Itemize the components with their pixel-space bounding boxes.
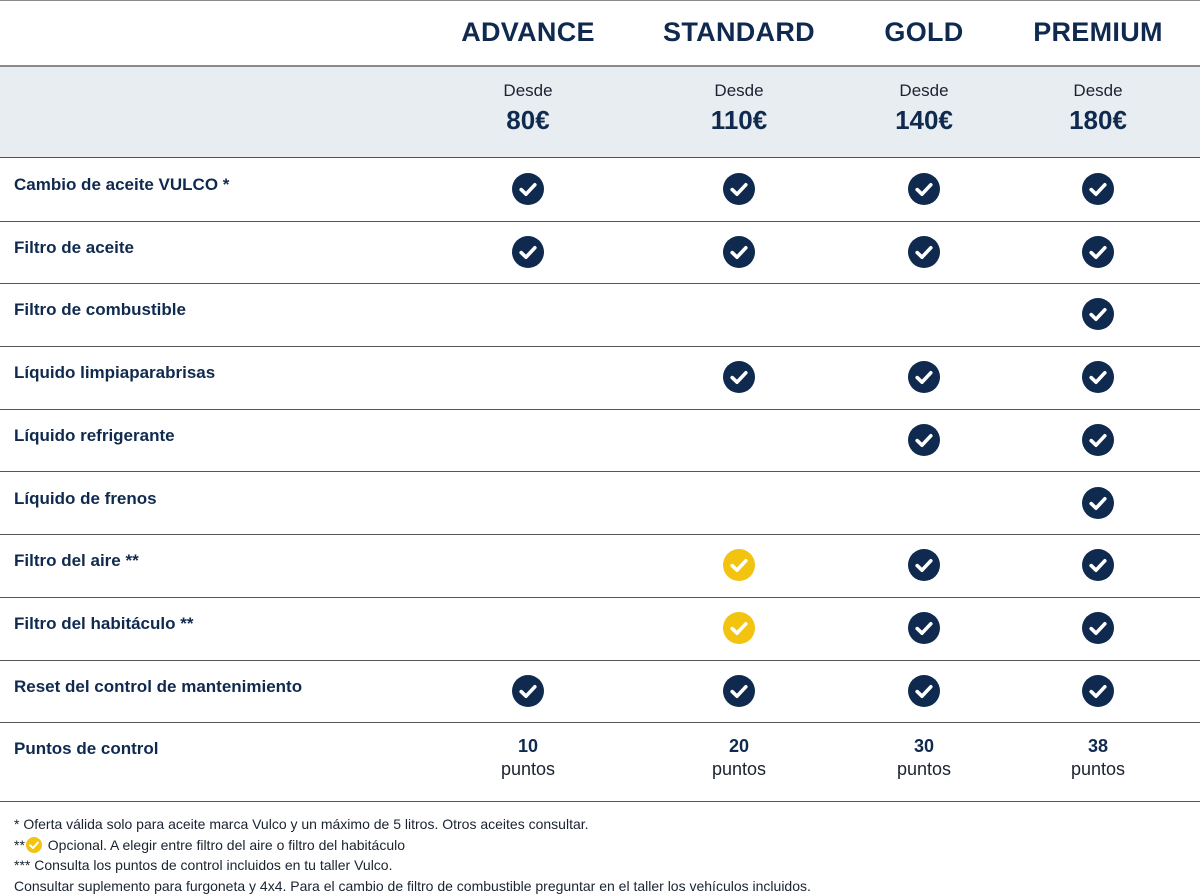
- from-label: Desde: [659, 81, 819, 101]
- points-standard: [679, 736, 799, 780]
- plan-name-advance: ADVANCE: [461, 17, 595, 48]
- points-row: [0, 722, 1200, 802]
- points-gold: [864, 736, 984, 780]
- check-circle-icon: [908, 361, 940, 393]
- price-advance: [448, 81, 608, 136]
- feature-label: Filtro del habitáculo **: [14, 614, 193, 634]
- footnote-3: *** Consulta los puntos de control incluidos en tu taller Vulco.: [14, 855, 811, 876]
- check-circle-icon: [723, 173, 755, 205]
- check-circle-icon: [1082, 487, 1114, 519]
- points-row-label: Puntos de control: [14, 739, 159, 759]
- points-unit: puntos: [1038, 759, 1158, 780]
- feature-row: [0, 410, 1200, 473]
- points-value: 38: [1038, 736, 1158, 757]
- footnote-2-text: Opcional. A elegir entre filtro del aire o filtro del habitáculo: [48, 837, 405, 853]
- footnote-2: [14, 835, 811, 856]
- optional-check-icon: [723, 612, 755, 644]
- feature-label: Filtro de aceite: [14, 238, 134, 258]
- points-unit: puntos: [864, 759, 984, 780]
- check-circle-icon: [723, 361, 755, 393]
- feature-row: [0, 535, 1200, 598]
- feature-row: [0, 347, 1200, 410]
- feature-row: [0, 159, 1200, 222]
- check-circle-icon: [908, 675, 940, 707]
- feature-label: Líquido de frenos: [14, 489, 157, 509]
- check-circle-icon: [1082, 236, 1114, 268]
- check-circle-icon: [512, 236, 544, 268]
- plan-name-standard: STANDARD: [663, 17, 815, 48]
- price-value: 180€: [1018, 105, 1178, 136]
- points-value: 30: [864, 736, 984, 757]
- feature-row: [0, 661, 1200, 724]
- feature-row: [0, 222, 1200, 285]
- check-circle-icon: [723, 236, 755, 268]
- points-premium: [1038, 736, 1158, 780]
- check-circle-icon: [908, 549, 940, 581]
- check-circle-icon: [1082, 612, 1114, 644]
- footnote-4: Consultar suplemento para furgoneta y 4x4. Para el cambio de filtro de combustible preguntar en el taller los vehículos incluidos.: [14, 876, 811, 896]
- feature-label: Filtro del aire **: [14, 551, 139, 571]
- price-band: [0, 67, 1200, 158]
- check-circle-icon: [512, 675, 544, 707]
- feature-label: Reset del control de mantenimiento: [14, 677, 302, 697]
- feature-label: Líquido refrigerante: [14, 426, 175, 446]
- feature-row: [0, 284, 1200, 347]
- plan-name-gold: GOLD: [884, 17, 963, 48]
- check-circle-icon: [908, 173, 940, 205]
- check-circle-icon: [908, 424, 940, 456]
- check-circle-icon: [1082, 173, 1114, 205]
- price-gold: [844, 81, 1004, 136]
- footnote-2-marker: **: [14, 837, 25, 853]
- feature-row: [0, 473, 1200, 536]
- check-circle-icon: [1082, 549, 1114, 581]
- feature-label: Líquido limpiaparabrisas: [14, 363, 215, 383]
- from-label: Desde: [844, 81, 1004, 101]
- from-label: Desde: [1018, 81, 1178, 101]
- check-circle-icon: [908, 236, 940, 268]
- from-label: Desde: [448, 81, 608, 101]
- check-circle-icon: [1082, 298, 1114, 330]
- points-unit: puntos: [468, 759, 588, 780]
- points-value: 20: [679, 736, 799, 757]
- price-value: 110€: [659, 105, 819, 136]
- footnote-1: * Oferta válida solo para aceite marca Vulco y un máximo de 5 litros. Otros aceites consultar.: [14, 814, 811, 835]
- points-unit: puntos: [679, 759, 799, 780]
- check-circle-icon: [908, 612, 940, 644]
- optional-check-icon: [723, 549, 755, 581]
- check-circle-icon: [723, 675, 755, 707]
- check-circle-icon: [1082, 424, 1114, 456]
- plan-name-premium: PREMIUM: [1033, 17, 1163, 48]
- points-advance: [468, 736, 588, 780]
- price-value: 140€: [844, 105, 1004, 136]
- price-premium: [1018, 81, 1178, 136]
- feature-row: [0, 598, 1200, 661]
- plans-header: [0, 0, 1200, 67]
- points-value: 10: [468, 736, 588, 757]
- price-standard: [659, 81, 819, 136]
- price-value: 80€: [448, 105, 608, 136]
- optional-check-icon: [26, 837, 42, 853]
- check-circle-icon: [1082, 361, 1114, 393]
- check-circle-icon: [1082, 675, 1114, 707]
- footnotes: [14, 814, 811, 896]
- check-circle-icon: [512, 173, 544, 205]
- feature-label: Cambio de aceite VULCO *: [14, 175, 229, 195]
- feature-label: Filtro de combustible: [14, 300, 186, 320]
